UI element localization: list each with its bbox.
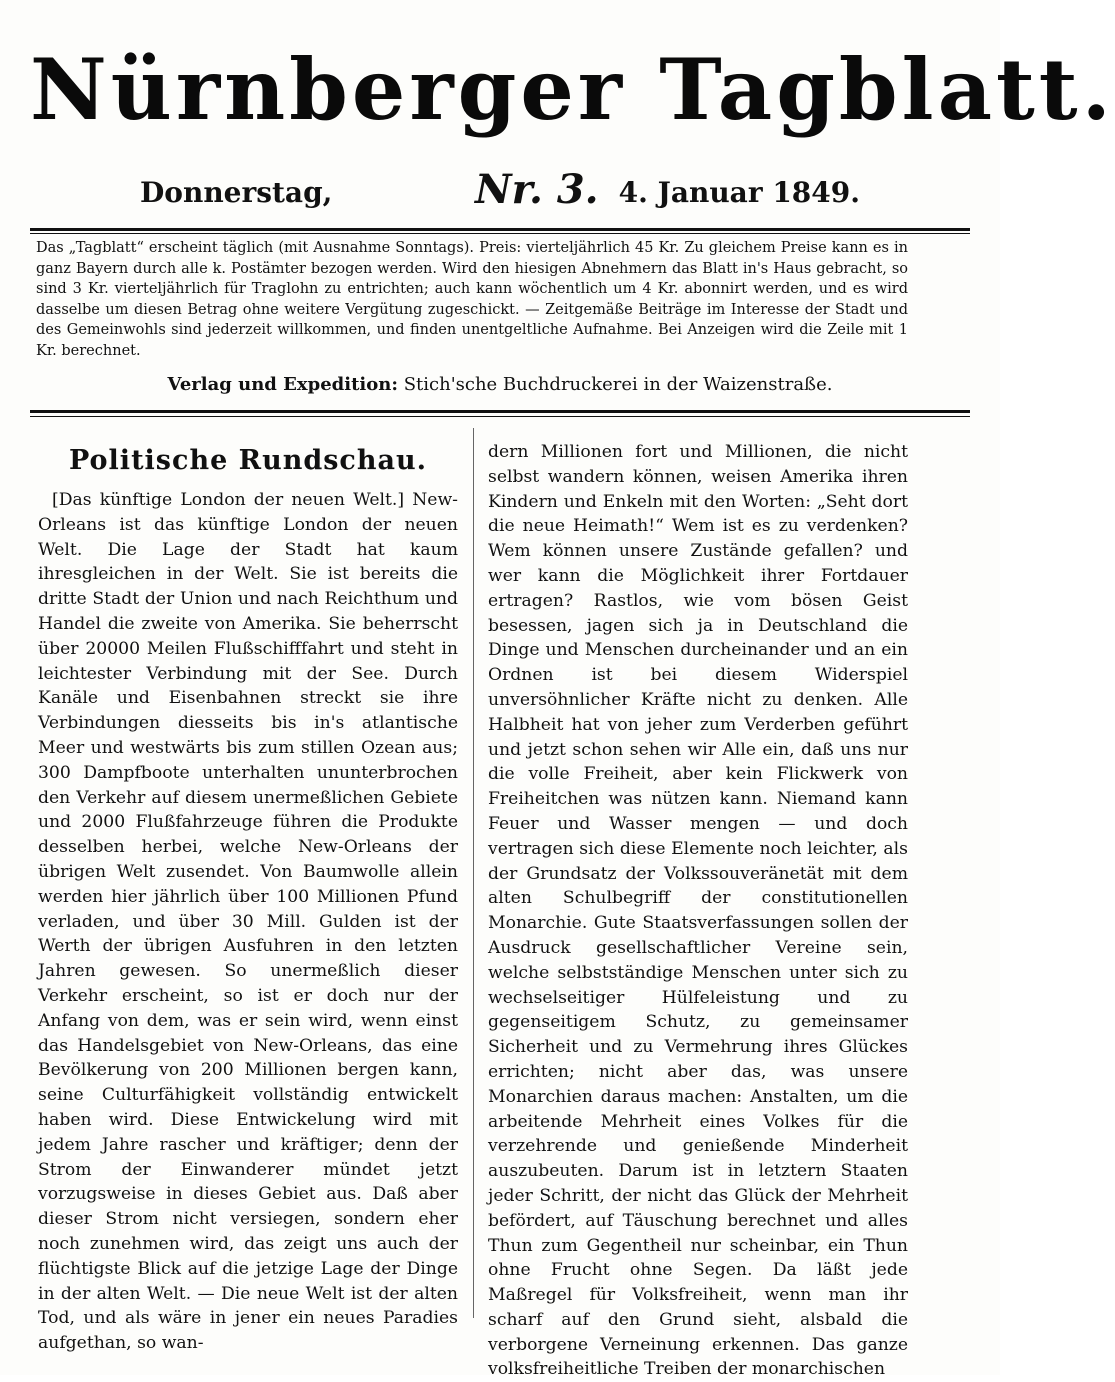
subscription-notice: Das „Tagblatt“ erscheint täglich (mit Ausnahme Sonntags). Preis: vierteljährlich 45 Kr. Zu gleichem Preise kann es in ganz Bayern durch alle k. Postämter bezogen werden. Wird den hiesigen Abnehmern das Blatt in's Haus gebracht, so sind 3 Kr. vierteljährlich für Traglohn zu entrichten; auch kann wöchentlich um 4 Kr. abonnirt werden, und es wird dasselbe um diesen Betrag ohne weitere Vergütung zugeschickt. — Zeitgemäße Beiträge im Interesse der Stadt und des Gemeinwohls sind jederzeit willkommen, und finden unentgeltliche Aufnahme. Bei Anzeigen wird die Zeile mit 1 Kr. berechnet. — [36, 240, 908, 359]
article-column-right — [488, 440, 908, 1382]
newspaper-masthead: Nürnberger Tagblatt. — [30, 40, 1115, 139]
article-body-left: [Das künftige London der neuen Welt.] New-Orleans ist das künftige London der neuen Welt. Die Lage der Stadt hat kaum ihresgleichen in der Welt. Sie ist bereits die dritte Stadt der Union und nach Reichthum und Handel die zweite von Amerika. Sie beherrscht über 20000 Meilen Flußschifffahrt und steht in leichtester Verbindung mit der See. Durch Kanäle und Eisenbahnen streckt sie ihre Verbindungen diesseits bis in's atlantische Meer und westwärts bis zum stillen Ozean aus; 300 Dampfboote unterhalten ununterbrochen den Verkehr auf diesem unermeßlichen Gebiete und 2000 Flußfahrzeuge führen die Produkte desselben herbei, welche New-Orleans der übrigen Welt zusendet. Von Baumwolle allein werden hier jährlich über 100 Millionen Pfund verladen, und über 30 Mill. Gulden ist der Werth der übrigen Ausfuhren in den letzten Jahren gewesen. So unermeßlich dieser Verkehr erscheint, so ist er doch nur der Anfang von dem, was er sein wird, wenn einst das Handelsgebiet von New-Orleans, das eine Bevölkerung von 200 Millionen bergen kann, seine Culturfähigkeit vollständig entwickelt haben wird. Diese Entwickelung wird mit jedem Jahre rascher und kräftiger; denn der Strom der Einwanderer mündet jetzt vorzugsweise in dieses Gebiet aus. Daß aber dieser Strom nicht versiegen, sondern eher noch zunehmen wird, das zeigt uns auch der flüchtigste Blick auf die jetzige Lage der Dinge in der alten Welt. — Die neue Welt ist der alten Tod, und als wäre in jener ein neues Paradies aufgethan, so wan- — [38, 490, 458, 1354]
publisher-line — [30, 374, 970, 395]
section-rule-thick — [30, 410, 970, 413]
dateline — [140, 166, 860, 216]
header-rule-thin — [30, 233, 970, 234]
article-heading: Politische Rundschau. — [68, 445, 428, 476]
publisher-text: Stich'sche Buchdruckerei in der Waizenstraße. — [403, 374, 833, 395]
header-rule-thick — [30, 228, 970, 231]
issue-number: Nr. 3. — [475, 166, 599, 213]
column-divider — [473, 428, 474, 1318]
article-column-left — [38, 440, 458, 1356]
section-rule-thin — [30, 416, 970, 417]
publisher-label: Verlag und Expedition: — [167, 374, 398, 395]
issue-weekday: Donnerstag, — [140, 176, 333, 209]
issue-date: 4. Januar 1849. — [618, 176, 860, 209]
article-body-right: dern Millionen fort und Millionen, die nicht selbst wandern können, weisen Amerika ihren Kindern und Enkeln mit den Worten: „Seht dort die neue Heimath!“ Wem ist es zu verdenken? Wem können unsere Zustände gefallen? und wer kann die Möglichkeit ihrer Fortdauer ertragen? Rastlos, wie vom bösen Geist besessen, jagen sich ja in Deutschland die Dinge und Menschen durcheinander und an ein Ordnen ist bei diesem Widerspiel unversöhnlicher Kräfte nicht zu denken. Alle Halbheit hat von jeher zum Verderben geführt und jetzt schon sehen wir Alle ein, daß uns nur die volle Freiheit, aber kein Flickwerk von Freiheitchen was nützen kann. Niemand kann Feuer und Wasser mengen — und doch vertragen sich diese Elemente noch leichter, als der Grundsatz der Volkssouveränetät mit dem alten Schulbegriff der constitutionellen Monarchie. Gute Staatsverfassungen sollen der Ausdruck gesellschaftlicher Vereine sein, welche selbstständige Menschen unter sich zu wechselseitiger Hülfeleistung und zu gegenseitigem Schutz, zu gemeinsamer Sicherheit und zu Vermehrung ihres Glückes errichten; nicht aber das, was unsere Monarchien daraus machen: Anstalten, um die arbeitende Mehrheit eines Volkes für die verzehrende und genießende Minderheit auszubeuten. Darum ist in letztern Staaten jeder Schritt, der nicht das Glück der Mehrheit befördert, auf Täuschung berechnet und alles Thun zum Gegentheil nur scheinbar, ein Thun ohne Frucht ohne Segen. Da läßt jede Maßregel für Volksfreiheit, wenn man ihr scharf auf den Grund sieht, alsbald die verborgene Verneinung erkennen. Das ganze volksfreiheitliche Treiben der monarchischen — [488, 442, 908, 1380]
